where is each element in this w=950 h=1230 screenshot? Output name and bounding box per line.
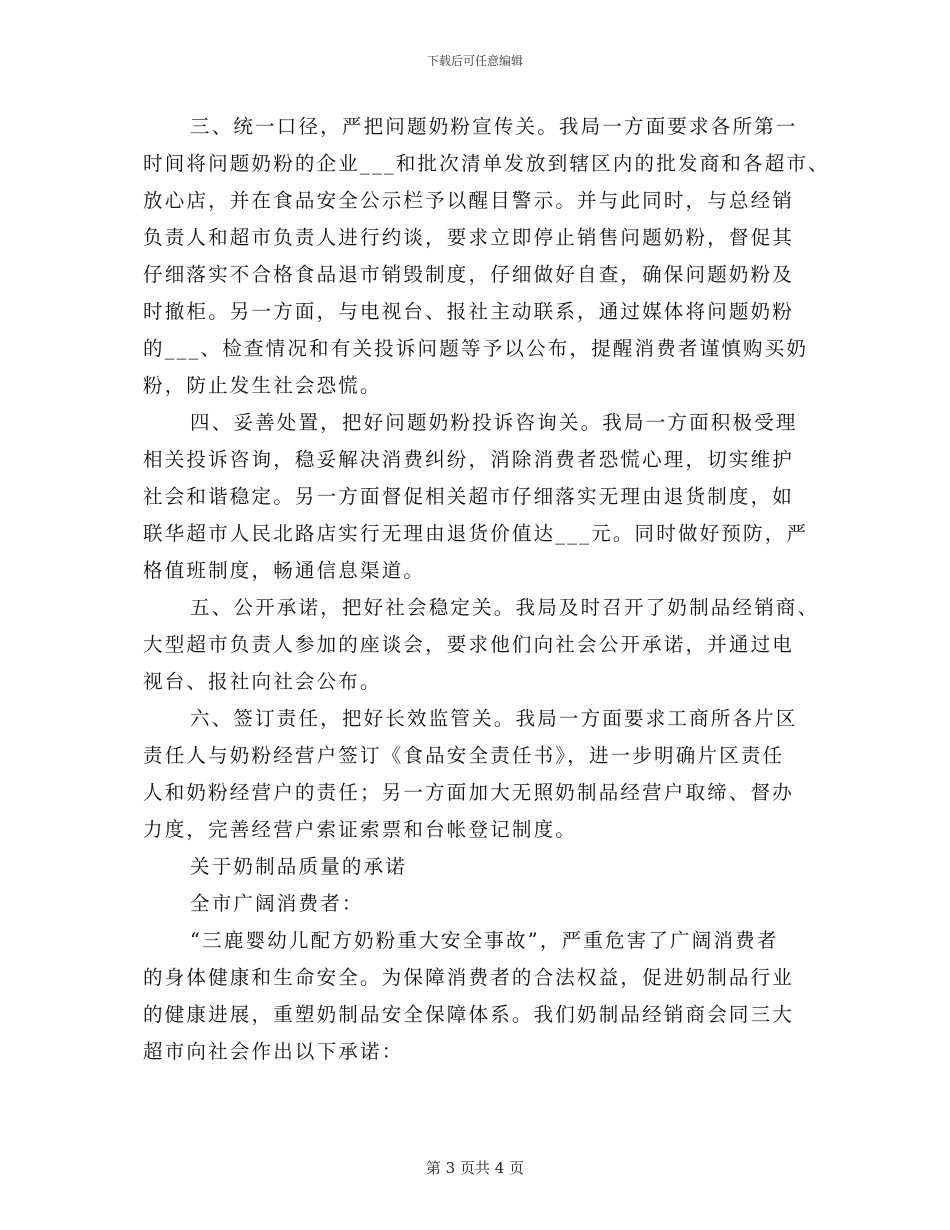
paragraph-section-six [143, 700, 813, 848]
text-line: 联华超市人民北路店实行无理由退货价值达___元。同时做好预防，严 [143, 522, 809, 545]
text-line: 关于奶制品质量的承诺 [190, 855, 408, 878]
text-line: 放心店，并在食品安全公示栏予以醒目警示。并与此同时，与总经销 [143, 189, 795, 212]
text-line: 力度，完善经营户索证索票和台帐登记制度。 [143, 818, 578, 841]
text-line: 的身体健康和生命安全。为保障消费者的合法权益，促进奶制品行业 [143, 966, 795, 989]
text-line: 的___、检查情况和有关投诉问题等予以公布，提醒消费者谨慎购买奶 [143, 337, 809, 360]
text-line: 社会和谐稳定。另一方面督促相关超市仔细落实无理由退货制度，如 [143, 485, 795, 508]
text-line: 六、签订责任，把好长效监管关。我局一方面要求工商所各片区 [190, 707, 798, 730]
text-line: 视台、报社向社会公布。 [143, 670, 382, 693]
commitment-title [143, 848, 813, 885]
text-line: 大型超市负责人参加的座谈会，要求他们向社会公开承诺，并通过电 [143, 633, 795, 656]
page-header: 下载后可任意编辑 [426, 54, 523, 68]
paragraph-commitment-intro [143, 922, 813, 1070]
text-line: 的健康进展，重塑奶制品安全保障体系。我们奶制品经销商会同三大 [143, 1003, 795, 1026]
text-line: “三鹿婴幼儿配方奶粉重大安全事故”，严重危害了广阔消费者 [190, 929, 779, 952]
paragraph-section-five [143, 589, 820, 700]
text-line: 人和奶粉经营户的责任；另一方面加大无照奶制品经营户取缔、督办 [143, 781, 795, 804]
text-line: 五、公开承诺，把好社会稳定关。我局及时召开了奶制品经销商、 [190, 596, 820, 619]
text-line: 责任人与奶粉经营户签订《食品安全责任书》，进一步明确片区责任 [143, 744, 785, 767]
text-line: 相关投诉咨询，稳妥解决消费纠纷，消除消费者恐慌心理，切实维护 [143, 448, 795, 471]
text-line: 时间将问题奶粉的企业___和批次清单发放到辖区内的批发商和各超市、 [143, 152, 830, 175]
salutation [143, 885, 813, 922]
text-line: 时撤柜。另一方面，与电视台、报社主动联系，通过媒体将问题奶粉 [143, 300, 795, 323]
text-line: 粉，防止发生社会恐慌。 [143, 374, 382, 397]
text-line: 三、统一口径，严把问题奶粉宣传关。我局一方面要求各所第一 [190, 115, 798, 138]
paragraph-section-four [143, 404, 813, 589]
text-line: 四、妥善处置，把好问题奶粉投诉咨询关。我局一方面积极受理 [190, 411, 798, 434]
document-body [143, 108, 830, 1070]
text-line: 全市广阔消费者： [190, 892, 364, 915]
text-line: 格值班制度，畅通信息渠道。 [143, 559, 426, 582]
text-line: 负责人和超市负责人进行约谈，要求立即停止销售问题奶粉，督促其 [143, 226, 795, 249]
text-line: 超市向社会作出以下承诺： [143, 1040, 404, 1063]
text-line: 仔细落实不合格食品退市销毁制度，仔细做好自查，确保问题奶粉及 [143, 263, 795, 286]
paragraph-section-three [143, 108, 830, 404]
page-footer: 第 3 页共 4 页 [425, 1159, 525, 1177]
